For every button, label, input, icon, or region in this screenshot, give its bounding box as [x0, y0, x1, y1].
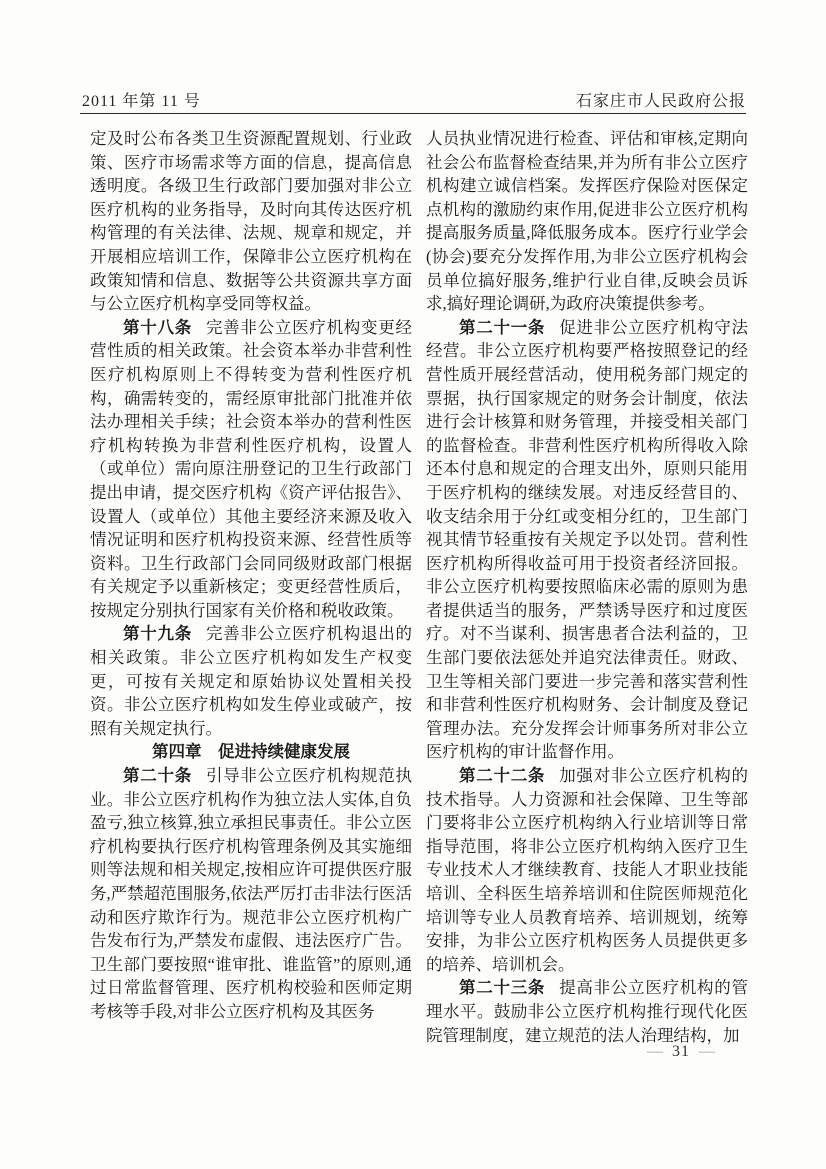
article-19-text: 完善非公立医疗机构退出的相关政策。非公立医疗机构如发生产权变更，可按有关规定和原始协议处置相关投资。非公立医疗机构如发生停业或破产，按照有关规定执行。 — [90, 624, 412, 738]
article-23-paragraph — [426, 976, 748, 1047]
issue-number: 2011 年第 11 号 — [82, 93, 201, 110]
body-columns — [90, 127, 748, 1049]
header-rule — [80, 113, 746, 114]
article-18-paragraph — [90, 316, 412, 623]
page-footer — [426, 1043, 748, 1061]
paragraph-continuation: 人员执业情况进行检查、评估和审核,定期向社会公布监督检查结果,并为所有非公立医疗机构建立诚信档案。发挥医疗保险对医保定点机构的激励约束作用,促进非公立医疗机构提高服务质量,降低服务成本。医疗行业学会(协会)要充分发挥作用,为非公立医疗机构会员单位搞好服务,维护行业自律,反映会员诉求,搞好理论调研,为政府决策提供参考。 — [426, 129, 748, 314]
article-21-text: 促进非公立医疗机构守法经营。非公立医疗机构要严格按照登记的经营性质开展经营活动，使用税务部门规定的票据，执行国家规定的财务会计制度，依法进行会计核算和财务管理，并接受相关部门的监督检查。非营利性医疗机构所得收入除还本付息和规定的合理支出外，原则只能用于医疗机构的继续发展。对违反经营目的、收支结余用于分红或变相分红的，卫生部门视其情节轻重按有关规定予以处罚。营利性医疗机构所得收益可用于投资者经济回报。非公立医疗机构要按照临床必需的原则为患者提供适当的服务，严禁诱导医疗和过度医疗。对不当谋利、损害患者合法利益的，卫生部门要依法惩处并追究法律责任。财政、卫生等相关部门要进一步完善和落实营利性和非营利性医疗机构财务、会计制度及登记管理办法。充分发挥会计师事务所对非公立医疗机构的审计监督作用。 — [426, 317, 748, 762]
article-22-number: 第二十二条 — [459, 766, 546, 786]
article-19-paragraph — [90, 622, 412, 740]
article-20-number: 第二十条 — [123, 766, 192, 786]
article-23-number: 第二十三条 — [459, 978, 546, 998]
paragraph-continuation: 定及时公布各类卫生资源配置规划、行业政策、医疗市场需求等方面的信息，提高信息透明度。各级卫生行政部门要加强对非公立医疗机构的业务指导，及时向其传达医疗机构管理的有关法律、法规、规章和规定，并开展相应培训工作，保障非公立医疗机构在政策知情和信息、数据等公共资源共享方面与公立医疗机构享受同等权益。 — [90, 129, 412, 314]
footer-left-dash: — — [647, 1043, 663, 1060]
article-22-paragraph — [426, 764, 748, 976]
article-20-paragraph — [90, 764, 412, 1024]
article-20-text: 引导非公立医疗机构规范执业。非公立医疗机构作为独立法人实体,自负盈亏,独立核算,独立承担民事责任。非公立医疗机构要执行医疗机构管理条例及其实施细则等法规和相关规定,按相应许可提供医疗服务,严禁超范围服务,依法严厉打击非法行医活动和医疗欺诈行为。规范非公立医疗机构广告发布行为,严禁发布虚假、违法医疗广告。卫生部门要按照“谁审批、谁监管”的原则,通过日常监督管理、医疗机构校验和医师定期考核等手段,对非公立医疗机构及其医务 — [90, 766, 412, 1021]
chapter-4-heading: 第四章 促进持续健康发展 — [152, 742, 350, 762]
article-21-number: 第二十一条 — [459, 317, 546, 337]
gazette-title: 石家庄市人民政府公报 — [575, 93, 746, 110]
article-18-number: 第十八条 — [123, 317, 192, 337]
footer-right-dash: — — [699, 1043, 715, 1060]
left-column — [90, 127, 412, 1049]
page-header — [82, 88, 746, 111]
right-column — [426, 127, 748, 1049]
article-21-paragraph — [426, 316, 748, 764]
article-22-text: 加强对非公立医疗机构的技术指导。人力资源和社会保障、卫生等部门要将非公立医疗机构纳入行业培训等日常指导范围，将非公立医疗机构纳入医疗卫生专业技术人才继续教育、技能人才职业技能培训、全科医生培养培训和住院医师规范化培训等专业人员教育培养、培训规划，统筹安排，为非公立医疗机构医务人员提供更多的培养、培训机会。 — [426, 766, 748, 974]
page-number: 31 — [672, 1043, 690, 1060]
article-18-text: 完善非公立医疗机构变更经营性质的相关政策。社会资本举办非营利性医疗机构原则上不得转变为营利性医疗机构，确需转变的，需经原审批部门批准并依法办理相关手续；社会资本举办的营利性医疗机构转换为非营利性医疗机构，设置人（或单位）需向原注册登记的卫生行政部门提出申请，提交医疗机构《资产评估报告》、设置人（或单位）其他主要经济来源及收入情况证明和医疗机构投资来源、经营性质等资料。卫生行政部门会同同级财政部门根据有关规定予以重新核定；变更经营性质后，按规定分别执行国家有关价格和税收政策。 — [90, 317, 412, 620]
article-23-text: 提高非公立医疗机构的管理水平。鼓励非公立医疗机构推行现代化医院管理制度，建立规范的法人治理结构，加 — [426, 978, 748, 1045]
article-19-number: 第十九条 — [123, 624, 192, 644]
